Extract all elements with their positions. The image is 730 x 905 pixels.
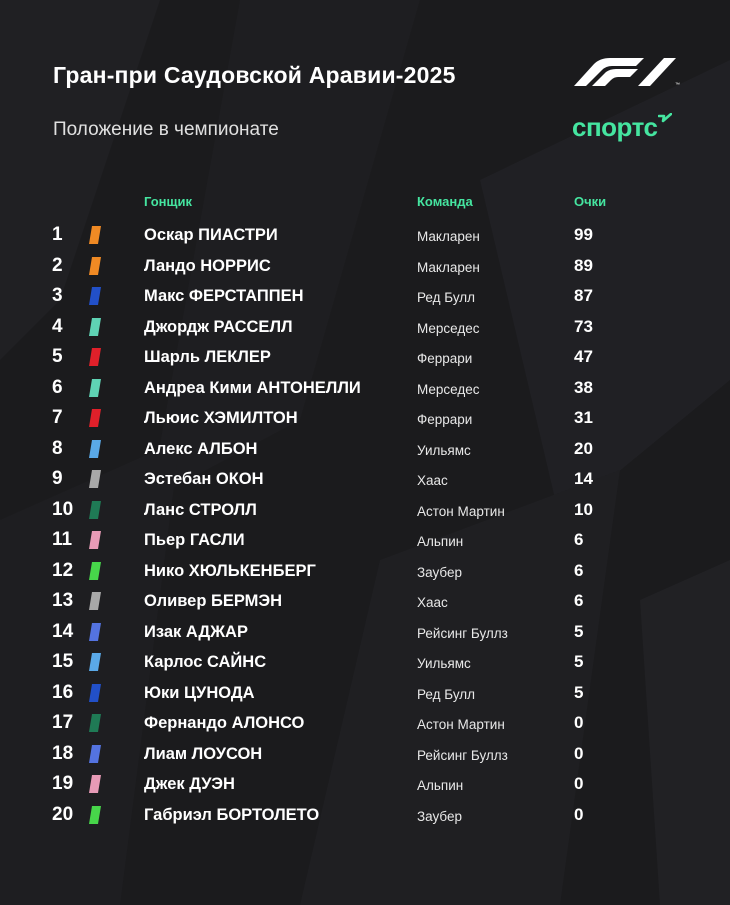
team-name: Уильямс (417, 656, 471, 671)
team-color-marker (89, 745, 101, 763)
team-name: Мерседес (417, 320, 480, 336)
points-value: 0 (574, 713, 584, 732)
points-value: 0 (574, 774, 584, 793)
column-header-team: Команда (417, 194, 473, 209)
driver-name: Нико ХЮЛЬКЕНБЕРГ (144, 561, 316, 580)
driver-name: Макс ФЕРСТАППЕН (144, 287, 304, 305)
driver-name: Изак АДЖАР (144, 622, 248, 641)
team-color-marker (89, 501, 101, 519)
f1-logo-icon (572, 56, 680, 88)
team-color-marker (89, 470, 101, 488)
table-row (0, 342, 730, 373)
team-color-marker (89, 226, 101, 244)
position: 8 (52, 437, 63, 459)
team-name: Астон Мартин (417, 717, 505, 732)
table-row (0, 403, 730, 434)
table-row (0, 525, 730, 556)
table-row (0, 495, 730, 526)
team-color-marker (89, 287, 101, 305)
sport-logo (572, 113, 672, 141)
points-value: 38 (574, 377, 593, 397)
driver-name: Ландо НОРРИС (144, 256, 271, 275)
points-value: 6 (574, 530, 584, 549)
driver-name: Ланс СТРОЛЛ (144, 500, 257, 519)
team-name: Мерседес (417, 381, 480, 397)
position: 2 (52, 254, 63, 276)
team-color-marker (89, 440, 101, 458)
team-name: Ред Булл (417, 686, 476, 702)
driver-name: Джек ДУЭН (144, 775, 235, 793)
team-color-marker (89, 531, 101, 549)
column-header-points: Очки (574, 194, 607, 209)
team-name: Макларен (417, 229, 480, 244)
table-row (0, 708, 730, 739)
points-value: 0 (574, 743, 584, 763)
position: 18 (52, 742, 74, 764)
position: 5 (52, 346, 63, 367)
points-value: 0 (574, 804, 584, 824)
position: 4 (52, 315, 63, 337)
team-color-marker (89, 623, 101, 641)
driver-name: Юки ЦУНОДА (144, 683, 255, 702)
points-value: 87 (574, 286, 593, 305)
table-row (0, 434, 730, 465)
position: 14 (52, 620, 74, 642)
page-title: Гран-при Саудовской Аравии-2025 (53, 62, 456, 88)
points-value: 5 (574, 652, 584, 671)
driver-name: Оскар ПИАСТРИ (144, 226, 278, 244)
position: 7 (52, 407, 63, 428)
team-name: Ред Булл (417, 290, 476, 305)
points-value: 99 (574, 225, 593, 244)
driver-name: Фернандо АЛОНСО (144, 714, 305, 732)
position: 13 (52, 590, 74, 611)
team-color-marker (89, 257, 101, 275)
points-value: 6 (574, 591, 584, 610)
position: 16 (52, 681, 74, 703)
team-name: Альпин (417, 534, 464, 549)
position: 6 (52, 376, 63, 398)
position: 1 (52, 224, 63, 245)
position: 3 (52, 285, 63, 306)
table-row (0, 800, 730, 831)
table-row (0, 739, 730, 770)
team-name: Рейсинг Буллз (417, 625, 508, 641)
team-name: Феррари (417, 351, 473, 366)
team-name: Альпин (417, 778, 464, 793)
driver-name: Алекс АЛБОН (144, 439, 258, 458)
team-color-marker (89, 684, 101, 702)
driver-name: Пьер ГАСЛИ (144, 531, 245, 549)
standings-table (0, 220, 730, 830)
team-name: Хаас (417, 595, 448, 610)
points-value: 14 (574, 469, 593, 488)
driver-name: Лиам ЛОУСОН (144, 744, 263, 763)
team-name: Астон Мартин (417, 503, 505, 519)
points-value: 10 (574, 499, 593, 519)
team-name: Макларен (417, 259, 480, 275)
position: 9 (52, 468, 63, 489)
table-row (0, 373, 730, 404)
position: 17 (52, 712, 74, 733)
points-value: 20 (574, 438, 593, 458)
points-value: 5 (574, 621, 584, 641)
team-color-marker (89, 806, 101, 824)
driver-name: Оливер БЕРМЭН (144, 592, 283, 610)
table-row (0, 464, 730, 495)
sport-logo-text: спортс (572, 112, 658, 142)
team-name: Уильямс (417, 442, 471, 458)
team-color-marker (89, 318, 101, 336)
driver-name: Шарль ЛЕКЛЕР (144, 348, 271, 366)
points-value: 31 (574, 408, 593, 427)
team-color-marker (89, 714, 101, 732)
table-row (0, 586, 730, 617)
position: 19 (52, 773, 74, 794)
position: 12 (52, 559, 74, 581)
team-name: Феррари (417, 412, 473, 427)
table-row (0, 617, 730, 648)
points-value: 73 (574, 316, 593, 336)
table-row (0, 647, 730, 678)
position: 11 (52, 529, 73, 550)
table-row (0, 769, 730, 800)
page-subtitle: Положение в чемпионате (53, 119, 279, 140)
team-color-marker (89, 409, 101, 427)
team-color-marker (89, 775, 101, 793)
team-color-marker (89, 653, 101, 671)
team-color-marker (89, 562, 101, 580)
points-value: 89 (574, 255, 593, 275)
points-value: 47 (574, 347, 593, 366)
team-color-marker (89, 592, 101, 610)
position: 20 (52, 803, 74, 825)
team-color-marker (89, 348, 101, 366)
position: 15 (52, 651, 74, 672)
driver-name: Андреа Кими АНТОНЕЛЛИ (144, 378, 361, 397)
team-name: Хаас (417, 473, 448, 488)
column-header-driver: Гонщик (144, 194, 192, 209)
table-row (0, 281, 730, 312)
position: 10 (52, 498, 74, 520)
team-name: Заубер (417, 808, 463, 824)
points-value: 6 (574, 560, 584, 580)
table-row (0, 678, 730, 709)
svg-text:™: ™ (675, 82, 680, 88)
team-name: Заубер (417, 564, 463, 580)
table-row (0, 312, 730, 343)
team-name: Рейсинг Буллз (417, 747, 508, 763)
points-value: 5 (574, 682, 584, 702)
table-row (0, 556, 730, 587)
driver-name: Карлос САЙНС (144, 653, 267, 671)
table-row (0, 251, 730, 282)
tick-icon (658, 113, 672, 127)
driver-name: Льюис ХЭМИЛТОН (144, 409, 298, 427)
driver-name: Джордж РАССЕЛЛ (144, 317, 293, 336)
driver-name: Габриэл БОРТОЛЕТО (144, 805, 320, 824)
driver-name: Эстебан ОКОН (144, 470, 264, 488)
table-row (0, 220, 730, 251)
team-color-marker (89, 379, 101, 397)
